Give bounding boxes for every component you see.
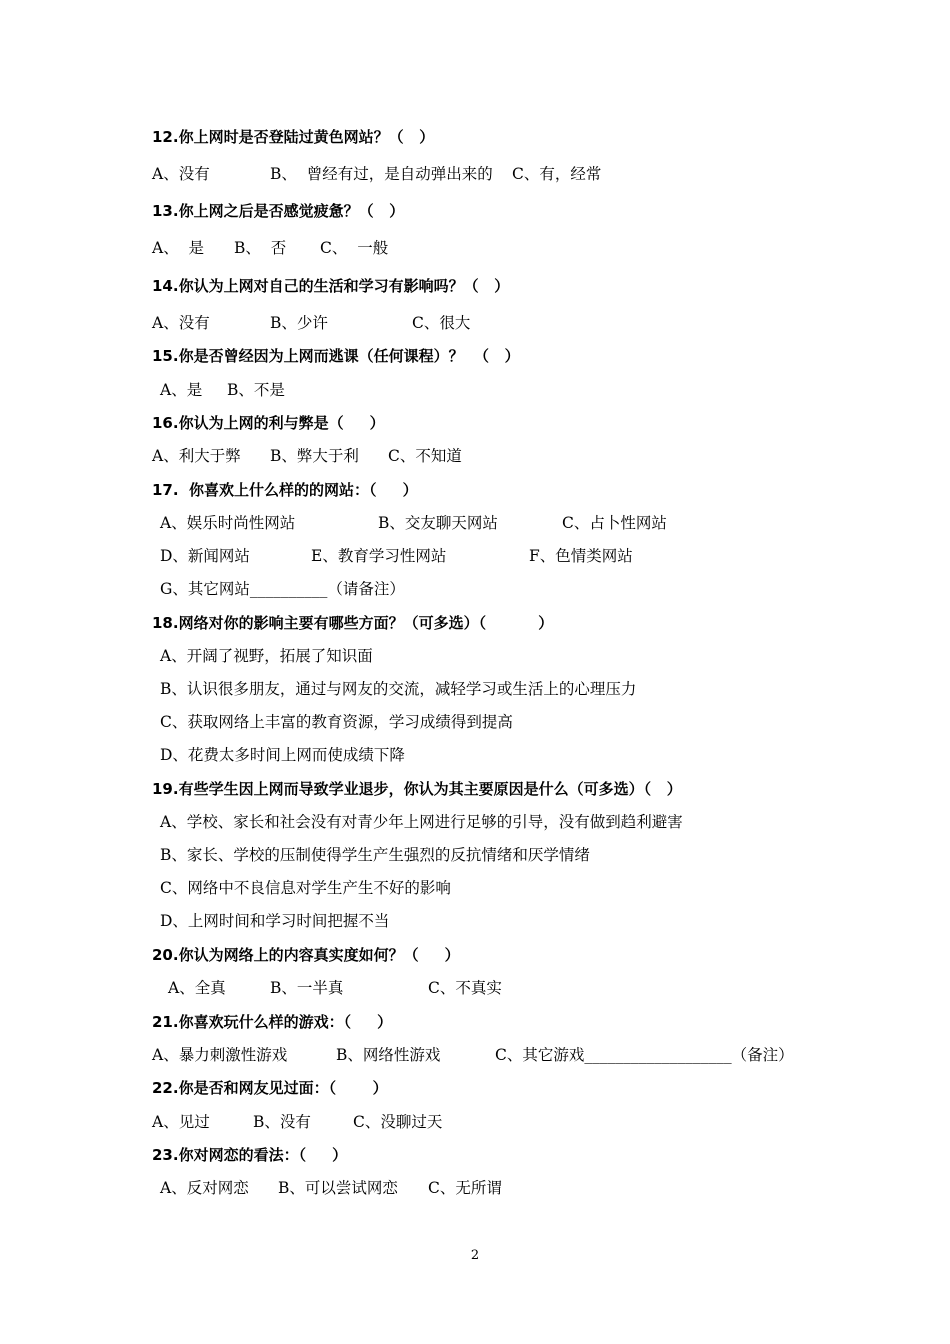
question-18-option-b: B、认识很多朋友，通过与网友的交流，减轻学习或生活上的心理压力	[160, 680, 637, 698]
question-13-option-c: C、 一般	[320, 239, 389, 257]
question-23-option-c: C、无所谓	[428, 1179, 502, 1197]
question-22-option-c: C、没聊过天	[353, 1113, 443, 1131]
question-17-option-c: C、占卜性网站	[562, 514, 667, 532]
page-number: 2	[470, 1248, 480, 1263]
question-15-option-b: B、不是	[227, 381, 285, 399]
question-15-title: 15.你是否曾经因为上网而逃课（任何课程）？ （ ）	[152, 347, 520, 365]
question-12-option-b: B、 曾经有过，是自动弹出来的	[270, 165, 493, 183]
question-13-option-a: A、 是	[152, 239, 205, 257]
question-21-option-b: B、网络性游戏	[336, 1046, 441, 1064]
question-14-option-b: B、少许	[270, 314, 328, 332]
question-20-option-b: B、一半真	[270, 979, 344, 997]
question-14-option-a: A、没有	[152, 314, 210, 332]
question-18-option-c: C、获取网络上丰富的教育资源，学习成绩得到提高	[160, 713, 513, 731]
question-12-title: 12.你上网时是否登陆过黄色网站？（ ）	[152, 128, 435, 146]
question-23-option-b: B、可以尝试网恋	[278, 1179, 398, 1197]
question-17-option-a: A、娱乐时尚性网站	[160, 514, 296, 532]
question-23-option-a: A、反对网恋	[160, 1179, 249, 1197]
question-17-option-f: F、色情类网站	[529, 547, 633, 565]
question-18-title: 18.网络对你的影响主要有哪些方面？（可多选）（ ）	[152, 614, 554, 632]
question-17-option-d: D、新闻网站	[160, 547, 250, 565]
question-13-title: 13.你上网之后是否感觉疲惫？（ ）	[152, 202, 405, 220]
question-21-option-a: A、暴力刺激性游戏	[152, 1046, 288, 1064]
question-14-option-c: C、很大	[412, 314, 471, 332]
question-21-title: 21.你喜欢玩什么样的游戏：（ ）	[152, 1013, 393, 1031]
question-20-option-c: C、不真实	[428, 979, 502, 997]
question-19-option-c: C、网络中不良信息对学生产生不好的影响	[160, 879, 451, 897]
question-19-option-d: D、上网时间和学习时间把握不当	[160, 912, 390, 930]
question-15-option-a: A、是	[160, 381, 203, 399]
question-12-option-c: C、有，经常	[512, 165, 602, 183]
question-17-option-g: G、其它网站__________（请备注）	[160, 580, 405, 598]
question-19-title: 19.有些学生因上网而导致学业退步，你认为其主要原因是什么（可多选）（ ）	[152, 780, 682, 798]
question-12-option-a: A、没有	[152, 165, 210, 183]
question-22-option-a: A、见过	[152, 1113, 210, 1131]
question-20-option-a: A、全真	[168, 979, 226, 997]
question-16-option-b: B、弊大于利	[270, 447, 359, 465]
question-21-option-c: C、其它游戏___________________（备注）	[495, 1046, 794, 1064]
question-14-title: 14.你认为上网对自己的生活和学习有影响吗？（ ）	[152, 277, 510, 295]
question-16-option-a: A、利大于弊	[152, 447, 241, 465]
question-16-title: 16.你认为上网的利与弊是（ ）	[152, 414, 385, 432]
question-20-title: 20.你认为网络上的内容真实度如何？（ ）	[152, 946, 460, 964]
question-18-option-d: D、花费太多时间上网而使成绩下降	[160, 746, 405, 764]
question-17-option-e: E、教育学习性网站	[311, 547, 447, 565]
question-19-option-a: A、学校、家长和社会没有对青少年上网进行足够的引导，没有做到趋利避害	[160, 813, 683, 831]
question-19-option-b: B、家长、学校的压制使得学生产生强烈的反抗情绪和厌学情绪	[160, 846, 590, 864]
question-17-option-b: B、交友聊天网站	[378, 514, 498, 532]
question-23-title: 23.你对网恋的看法：（ ）	[152, 1146, 348, 1164]
question-13-option-b: B、 否	[234, 239, 287, 257]
question-16-option-c: C、不知道	[388, 447, 462, 465]
question-22-title: 22.你是否和网友见过面：（ ）	[152, 1079, 388, 1097]
question-18-option-a: A、开阔了视野，拓展了知识面	[160, 647, 373, 665]
question-22-option-b: B、没有	[253, 1113, 311, 1131]
question-17-title: 17. 你喜欢上什么样的的网站：（ ）	[152, 481, 418, 499]
